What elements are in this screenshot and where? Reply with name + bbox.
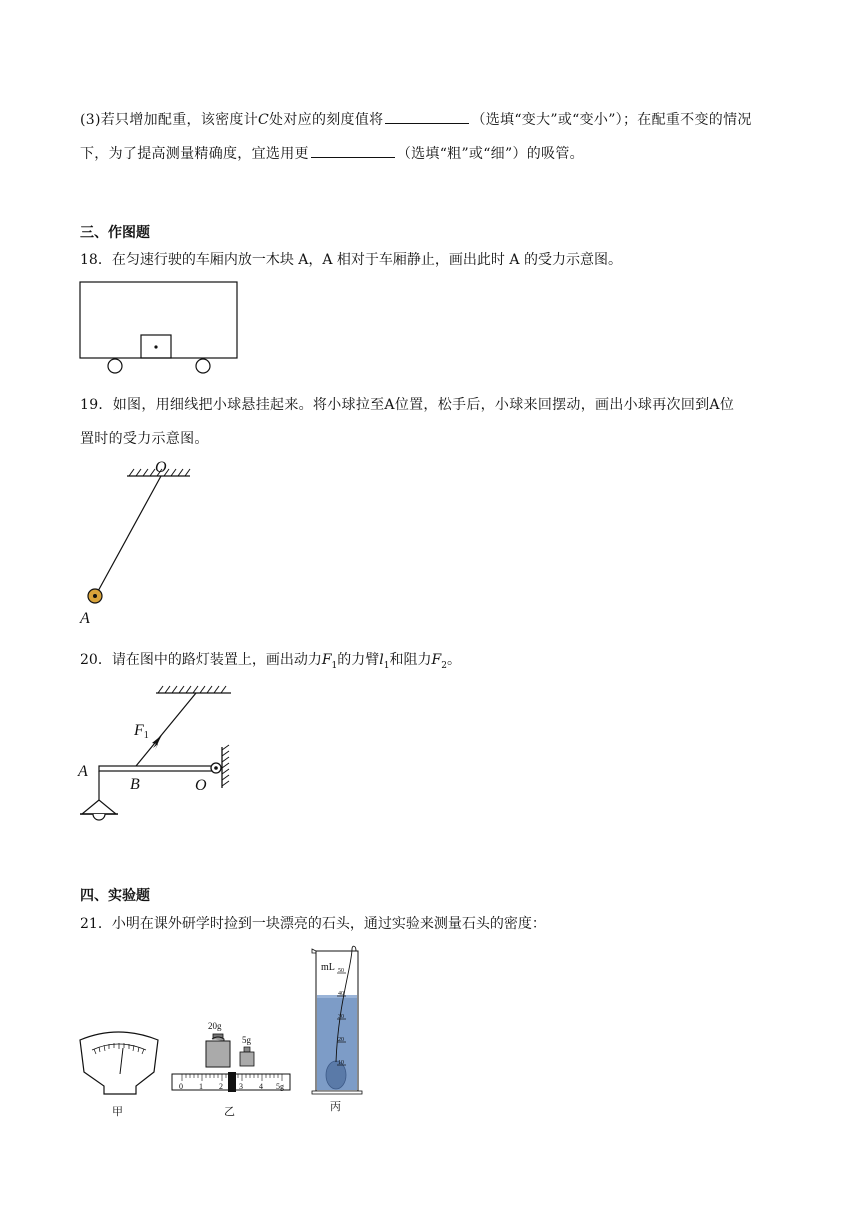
cyl-tick-30: 30 [338,1014,344,1020]
q19-pendulum-figure [72,455,202,630]
cyl-tick-40: 40 [338,991,344,997]
q20-f2-sub: 2 [441,660,447,671]
scale-label-1: 1 [199,1082,203,1091]
cylinder-unit: mL [321,962,335,973]
caption-jia: 甲 [112,1106,123,1118]
q19-line1: 19．如图，用细线把小球悬挂起来。将小球拉至A位置，松手后，小球来回摆动，画出小球再次回到A位 [80,397,735,413]
cyl-tick-20: 20 [338,1037,344,1043]
q17-part3-paragraph [80,103,780,171]
rider [228,1072,236,1092]
q20-text [80,649,461,671]
q21-figure-yi-balance [170,1015,294,1120]
answer-blank-2[interactable] [311,143,395,158]
q20-f1: F [321,652,332,668]
label-a: A [78,763,88,780]
q20-mid: 的力臂 [337,652,380,668]
q17-var-c: C [258,112,270,128]
q21-figure-bing-cylinder [308,945,370,1120]
q20-l1-sub: 1 [383,660,390,671]
q20-mid2: 和阻力 [389,652,432,668]
q19-paragraph [80,388,780,456]
scale-label-2: 2 [219,1082,223,1091]
position-label-a: A [80,610,90,627]
section-title-drawing: 三、作图题 [80,225,150,241]
q18-text: 18．在匀速行驶的车厢内放一木块 A，A 相对于车厢静止，画出此时 A 的受力示意图。 [80,252,622,268]
weight-label-20g: 20g [208,1021,222,1031]
scale-label-5g: 5g [276,1082,284,1091]
q17-mid2: （选填“变大”或“变小”）；在配重不变的情况 [471,112,752,128]
pivot-label-o: O [155,459,167,476]
caption-bing: 丙 [330,1101,341,1113]
q20-f1-sub: 1 [331,660,338,671]
q20-f2: F [431,652,442,668]
cyl-tick-50: 50 [338,968,344,974]
caption-yi: 乙 [224,1106,235,1118]
q20-suffix: 。 [446,652,461,668]
weight-label-5g: 5g [242,1035,251,1045]
block-center-dot [154,345,157,348]
q21-figure-jia-scale [74,1030,166,1120]
scale-label-3: 3 [239,1082,243,1091]
lamp-bulb [93,814,105,820]
label-b: B [130,776,140,793]
q20-streetlight-figure [74,680,244,828]
section-title-experiment: 四、实验题 [80,888,150,904]
cyl-tick-10: 10 [338,1060,344,1066]
scale-face [80,1032,158,1094]
q17-line2-a: 下，为了提高测量精确度，宜选用更 [80,146,309,162]
pendulum-string [97,476,161,593]
label-o: O [195,777,207,794]
scale-label-4: 4 [259,1082,263,1091]
q17-prefix: (3)若只增加配重，该密度计 [80,112,259,128]
weight-5g [240,1052,254,1066]
train-car-body [80,282,237,358]
lamp-shade [82,800,116,814]
q19-line2: 置时的受力示意图。 [80,431,209,447]
q18-train-figure [78,280,240,376]
q21-text: 21．小明在课外研学时捡到一块漂亮的石头，通过实验来测量石头的密度： [80,916,546,932]
q20-l1: l [379,652,384,668]
q17-line2-b: （选填“粗”或“细”）的吸管。 [396,146,584,162]
answer-blank-1[interactable] [385,109,469,124]
q20-prefix: 20．请在图中的路灯装置上，画出动力 [80,652,322,668]
lever-bar [99,766,215,771]
left-wheel [108,359,122,373]
right-wheel [196,359,210,373]
force-label-f1: F1 [134,722,149,741]
scale-label-0: 0 [179,1082,183,1091]
q17-mid1: 处对应的刻度值将 [269,112,384,128]
